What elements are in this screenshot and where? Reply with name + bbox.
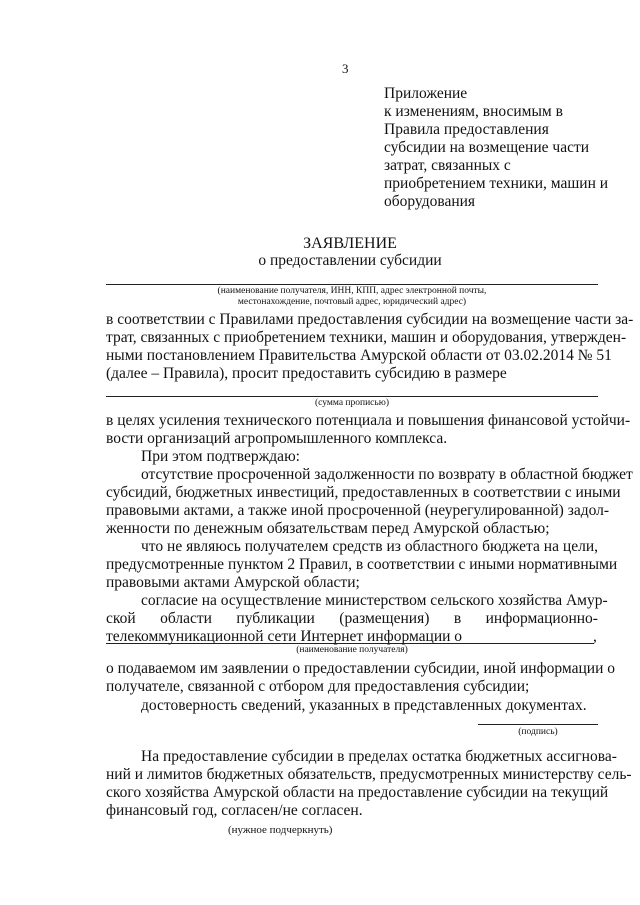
recipient-caption: (наименование получателя, ИНН, КПП, адрес электронной почты, bbox=[217, 286, 487, 296]
confirm-item-debt bbox=[106, 466, 633, 538]
item-line bbox=[106, 610, 598, 628]
word: информационно- bbox=[485, 610, 598, 627]
appendix-line: к изменениям, вносимым в bbox=[384, 103, 563, 120]
appendix-block bbox=[384, 85, 608, 211]
paragraph-line: финансовый год, согласен/не согласен. bbox=[106, 802, 363, 819]
item-line: субсидий, бюджетных инвестиций, предоставленных в соответствии с иными bbox=[106, 484, 621, 501]
paragraph-information bbox=[106, 660, 615, 696]
item-line: отсутствие просроченной задолженности по возврату в областной бюджет bbox=[141, 466, 633, 483]
appendix-line: субсидии на возмещение части bbox=[384, 139, 590, 156]
confirm-intro: При этом подтверждаю: bbox=[141, 448, 300, 465]
document-subtitle: о предоставлении субсидии bbox=[258, 252, 442, 269]
paragraph-line: ний и лимитов бюджетных обязательств, предусмотренных министерству сель- bbox=[106, 766, 632, 783]
appendix-line: Приложение bbox=[384, 85, 468, 102]
appendix-line: затрат, связанных с bbox=[384, 157, 511, 174]
paragraph-line: в соответствии с Правилами предоставления субсидии на возмещение части за- bbox=[106, 311, 634, 328]
item-line: правовыми актами Амурской области; bbox=[106, 574, 360, 591]
paragraph-line: о подаваемом им заявлении о предоставлении субсидии, иной информации о bbox=[106, 660, 615, 677]
page-number: 3 bbox=[342, 61, 349, 76]
paragraph-line: ными постановлением Правительства Амурской области от 03.02.2014 № 51 bbox=[106, 347, 612, 364]
confirm-item-accuracy: достоверность сведений, указанных в представленных документах. bbox=[141, 697, 587, 714]
item-line: согласие на осуществление министерством сельского хозяйства Амур- bbox=[141, 592, 608, 609]
paragraph-line: вости организаций агропромышленного комплекса. bbox=[106, 430, 448, 447]
paragraph-consent bbox=[106, 748, 632, 820]
document-title: ЗАЯВЛЕНИЕ bbox=[303, 235, 397, 252]
sum-caption: (сумма прописью) bbox=[315, 398, 389, 408]
item-line: женности по денежным обязательствам перед Амурской областью; bbox=[106, 520, 550, 537]
item-line: правовыми актами, а также иной просроченной (неурегулированной) задол- bbox=[106, 502, 610, 519]
item-line: телекоммуникационной сети Интернет информации о bbox=[106, 628, 463, 645]
word: в bbox=[453, 610, 462, 627]
recipient-line bbox=[106, 284, 598, 285]
underline-caption: (нужное подчеркнуть) bbox=[228, 824, 333, 836]
paragraph-line: в целях усиления технического потенциала и повышения финансовой устойчи- bbox=[106, 412, 631, 429]
confirm-item-consent bbox=[106, 592, 608, 646]
recipient-caption: местонахождение, почтовый адрес, юридический адрес) bbox=[237, 297, 467, 307]
item-line: предусмотренные пунктом 2 Правил, в соответствии с иными нормативными bbox=[106, 556, 618, 573]
recipient-name-caption: (наименование получателя) bbox=[296, 645, 408, 655]
paragraph-line: (далее – Правила), просит предоставить субсидию в размере bbox=[106, 365, 507, 382]
sum-line bbox=[106, 396, 598, 397]
word: (размещения) bbox=[339, 610, 430, 627]
confirm-item-not-recipient bbox=[106, 538, 618, 592]
recipient-name-comma: , bbox=[593, 628, 597, 645]
recipient-name-line bbox=[106, 643, 594, 644]
paragraph-intro bbox=[106, 311, 634, 383]
signature-caption: (подпись) bbox=[518, 727, 558, 737]
paragraph-line: На предоставление субсидии в пределах остатка бюджетных ассигнова- bbox=[141, 748, 617, 765]
item-line: что не являюсь получателем средств из областного бюджета на цели, bbox=[141, 538, 598, 555]
appendix-line: приобретением техники, машин и bbox=[384, 175, 609, 192]
signature-line bbox=[478, 724, 598, 725]
paragraph-purpose bbox=[106, 412, 631, 448]
paragraph-line: ского хозяйства Амурской области на предоставление субсидии на текущий bbox=[106, 784, 609, 801]
word: ской bbox=[106, 610, 136, 627]
appendix-line: Правила предоставления bbox=[384, 121, 549, 138]
word: области bbox=[160, 610, 212, 627]
paragraph-line: трат, связанных с приобретением техники, машин и оборудования, утвержден- bbox=[106, 329, 627, 346]
paragraph-line: получателе, связанной с отбором для предоставления субсидии; bbox=[106, 678, 530, 695]
word: публикации bbox=[236, 610, 315, 627]
appendix-line: оборудования bbox=[384, 193, 476, 210]
